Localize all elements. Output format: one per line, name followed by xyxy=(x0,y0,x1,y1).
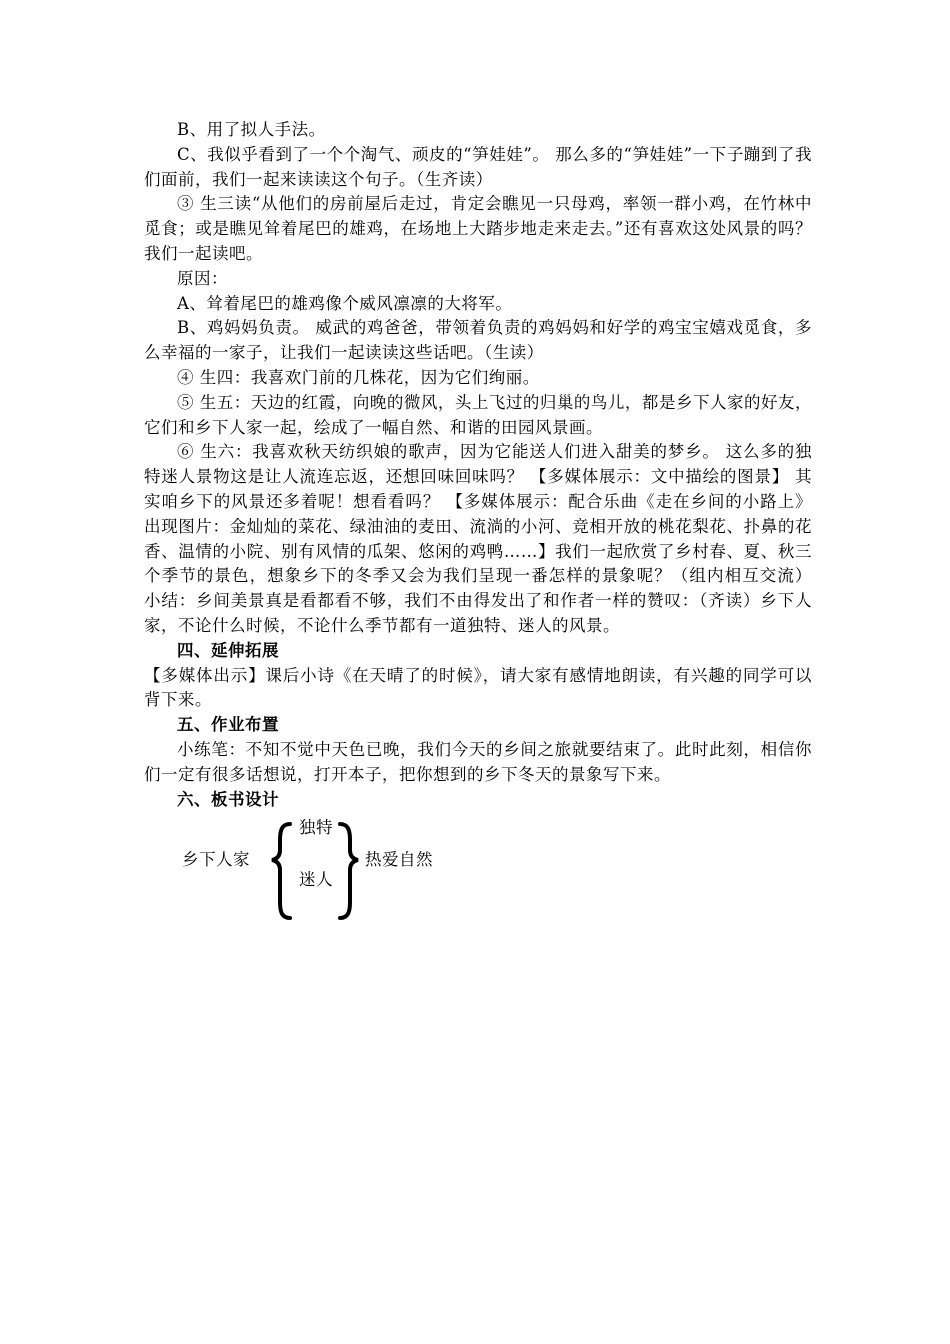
board-item-charming: 迷人 xyxy=(299,870,333,890)
board-item-unique: 独特 xyxy=(299,818,333,838)
paragraph-b-personification: B、用了拟人手法。 xyxy=(177,120,326,139)
paragraph-c-bamboo-shoots: C、我似乎看到了一个个淘气、顽皮的“笋娃娃”。 那么多的“笋娃娃”一下子蹦到了我们面前，我们一起来读读这个句子。（生齐读） xyxy=(144,144,812,189)
paragraph-reason-a: A、耸着尾巴的雄鸡像个威风凛凛的大将军。 xyxy=(177,293,513,313)
board-design-diagram xyxy=(144,816,812,926)
section-heading-board-design: 六、板书设计 xyxy=(177,789,279,809)
section-heading-homework: 五、作业布置 xyxy=(177,715,279,735)
section-body-extension: 【多媒体出示】课后小诗《在天晴了的时候》，请大家有感情地朗读，有兴趣的同学可以背下来。 xyxy=(144,665,812,710)
brace-graphics xyxy=(144,816,384,926)
paragraph-reason-b: B、鸡妈妈负责。 威武的鸡爸爸，带领着负责的鸡妈妈和好学的鸡宝宝嬉戏觅食，多么幸福的一家子，让我们一起读读这些话吧。（生读） xyxy=(144,318,812,363)
paragraph-reason-label: 原因： xyxy=(177,268,228,288)
section-body-homework: 小练笔：不知不觉中天色已晚，我们今天的乡间之旅就要结束了。此时此刻，相信你们一定有很多话想说，打开本子，把你想到的乡下冬天的景象写下来。 xyxy=(144,739,812,784)
board-left-label: 乡下人家 xyxy=(182,850,250,870)
document-body xyxy=(144,118,812,926)
paragraph-student-six: ⑥ 生六：我喜欢秋天纺织娘的歌声，因为它能送人们进入甜美的梦乡。 这么多的独特迷人景物这是让人流连忘返，还想回味回味吗？ 【多媒体展示：文中描绘的图景】 其实咱乡下的风景还多着呢！想看看吗？ 【多媒体展示：配合乐曲《走在乡间的小路上》出现图片：金灿灿的菜花、绿油油的麦田、流淌的小河、竞相开放的桃花梨花、扑鼻的花香、温情的小院、别有风情的瓜架、悠闲的鸡鸭……】我们一起欣赏了乡村春、夏、秋三个季节的景色，想象乡下的冬季又会为我们呈现一番怎样的景象呢？（组内相互交流） 小结：乡间美景真是看都看不够，我们不由得发出了和作者一样的赞叹：（齐读）乡下人家，不论什么时候，不论什么季节都有一道独特、迷人的风景。 xyxy=(144,442,812,635)
paragraph-student-four: ④ 生四：我喜欢门前的几株花，因为它们绚丽。 xyxy=(177,367,540,387)
right-brace-icon xyxy=(340,824,358,918)
board-right-label: 热爱自然 xyxy=(365,850,433,870)
left-brace-icon xyxy=(272,824,290,918)
paragraph-student-five: ⑤ 生五：天边的红霞，向晚的微风，头上飞过的归巢的鸟儿，都是乡下人家的好友，它们和乡下人家一起，绘成了一幅自然、和谐的田园风景画。 xyxy=(144,392,812,437)
paragraph-student-three: ③ 生三读“从他们的房前屋后走过，肯定会瞧见一只母鸡，率领一群小鸡，在竹林中觅食；或是瞧见耸着尾巴的雄鸡，在场地上大踏步地走来走去。”还有喜欢这处风景的吗？我们一起读吧。 xyxy=(144,194,812,263)
section-heading-extension: 四、延伸拓展 xyxy=(177,640,279,660)
